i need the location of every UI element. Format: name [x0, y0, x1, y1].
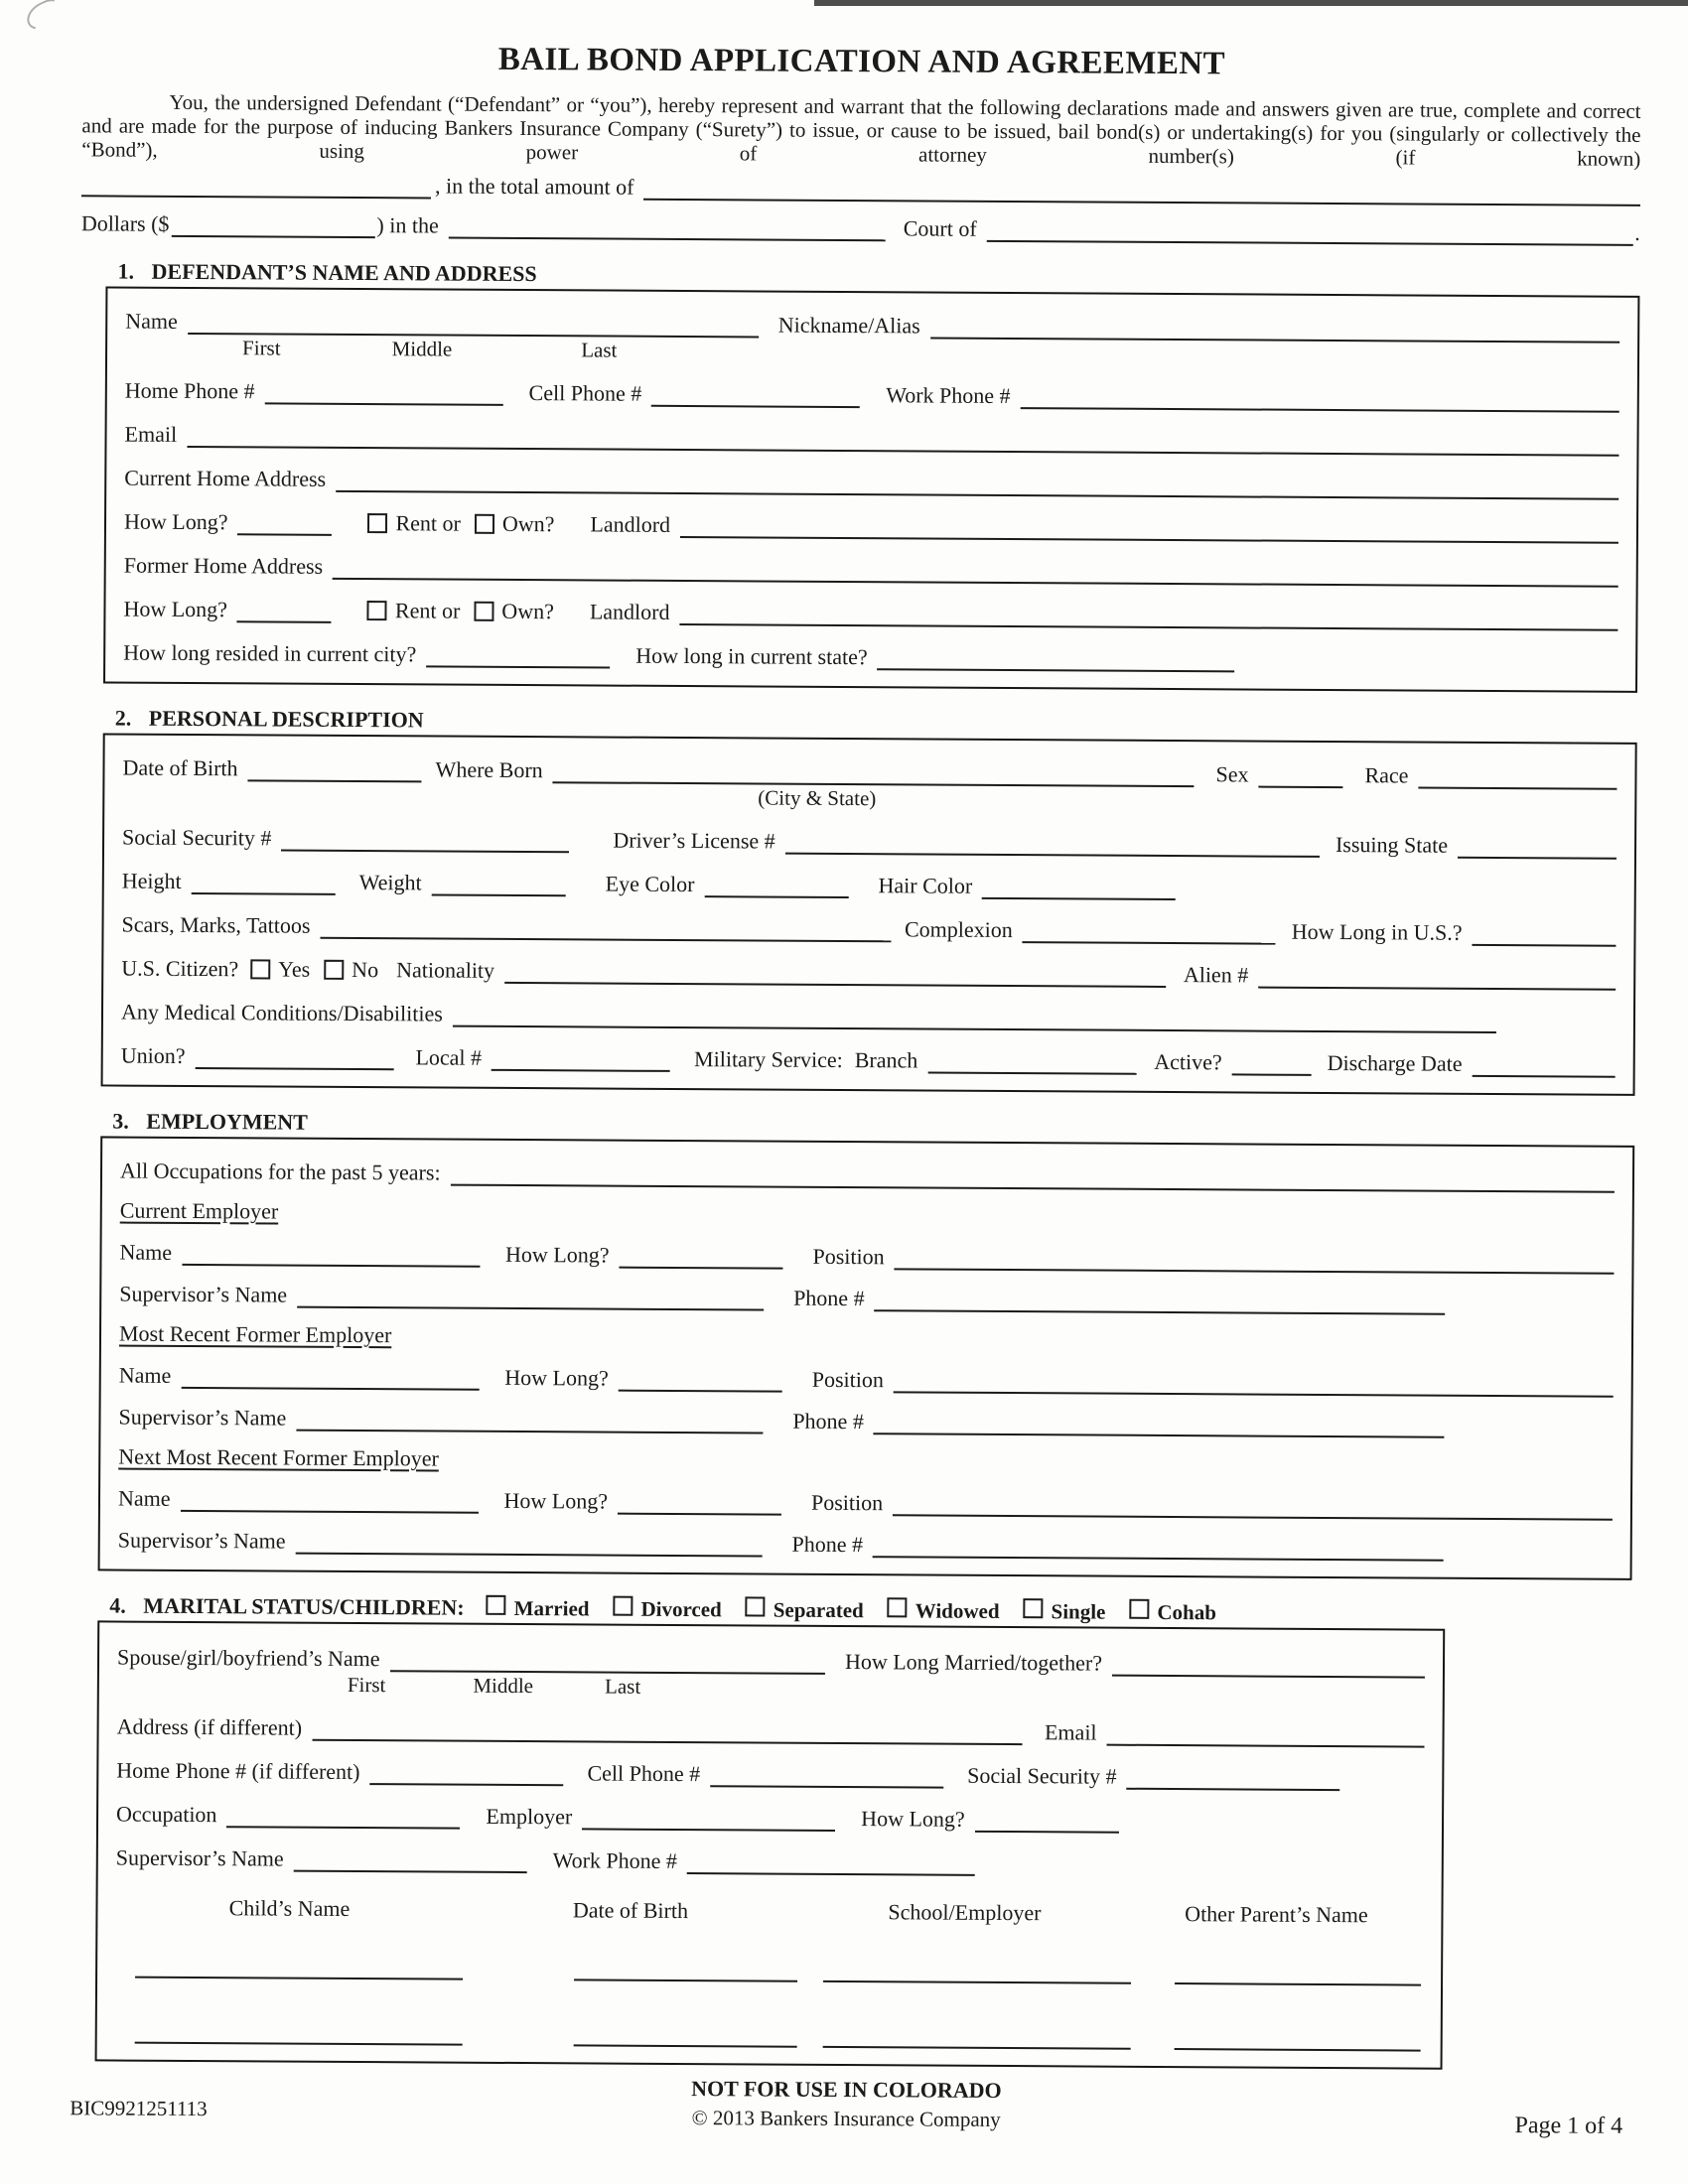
home-phone-label: Home Phone # [124, 377, 255, 404]
page-title: BAIL BOND APPLICATION AND AGREEMENT [497, 41, 1226, 82]
separated-checkbox[interactable] [746, 1596, 766, 1616]
citizen-no-label: No [352, 956, 379, 983]
child-school-header: School/Employer [888, 1899, 1042, 1926]
rent-label: Rent or [395, 510, 461, 536]
former-own-checkbox[interactable] [474, 602, 493, 621]
divorced-label: Divorced [640, 1596, 722, 1622]
spouse-supervisor-label: Supervisor’s Name [115, 1844, 284, 1871]
how-long-us-line[interactable] [1472, 920, 1616, 947]
employer2-name-label: Name [118, 1362, 172, 1388]
current-employer-heading: Current Employer [119, 1197, 279, 1224]
former-how-long-label: How Long? [123, 596, 228, 622]
how-long-label: How Long? [123, 508, 228, 535]
spouse-address-row [117, 1712, 1425, 1748]
married-checkbox[interactable] [487, 1595, 506, 1615]
form-code: BIC9921251113 [70, 2096, 208, 2121]
first-sublabel: First [242, 336, 281, 360]
spouse-email-label: Email [1044, 1719, 1097, 1745]
resided-city-label: How long resided in current city? [123, 639, 417, 667]
former-rent-checkbox[interactable] [367, 601, 387, 620]
hair-color-line[interactable] [982, 874, 1176, 900]
employer3-supervisor-row [118, 1526, 1613, 1563]
local-number-line[interactable] [492, 1045, 670, 1072]
power-of-attorney-row [81, 169, 1640, 206]
occupations-label: All Occupations for the past 5 years: [119, 1158, 441, 1185]
married-label: Married [513, 1595, 590, 1621]
other-parent-header: Other Parent’s Name [1185, 1901, 1368, 1928]
child1-name-line[interactable] [135, 1949, 463, 1980]
employer3-name-row [118, 1484, 1613, 1521]
dollars-close-label: ) in the [376, 212, 439, 238]
child-row-1 [115, 1949, 1423, 1986]
current-howlong-row [124, 507, 1618, 544]
employer1-name-row [119, 1238, 1614, 1275]
work-phone-line[interactable] [1021, 383, 1619, 413]
cell-phone-line[interactable] [651, 381, 860, 408]
intro-paragraph: You, the undersigned Defendant (“Defendant” or “you”), hereby represent and warrant that the following declarations made and answers given are true, complete and correct and are made for the purpose of inducing Bankers Insurance Company (“Surety”) to issue, or cause to be issued, bail bond(s) or undertaking(s) for you (singularly or collectively the “Bond”), using power of attorney number(s) (if known) [81, 89, 1641, 171]
court-of-label: Court of [903, 215, 977, 241]
section1-title: DEFENDANT’S NAME AND ADDRESS [151, 258, 537, 287]
next-former-employer-heading: Next Most Recent Former Employer [118, 1443, 439, 1471]
former-landlord-line[interactable] [679, 600, 1618, 631]
sex-line[interactable] [1258, 762, 1342, 789]
spouse-home-phone-line[interactable] [369, 1759, 563, 1786]
ssn-label: Social Security # [122, 824, 272, 851]
spouse-label: Spouse/girl/boyfriend’s Name [116, 1644, 380, 1672]
alien-number-line[interactable] [1258, 963, 1616, 991]
active-line[interactable] [1232, 1049, 1312, 1075]
spouse-occupation-line[interactable] [226, 1802, 460, 1829]
current-landlord-line[interactable] [680, 512, 1618, 544]
spouse-home-phone-label: Home Phone # (if different) [116, 1757, 360, 1785]
spouse-supervisor-row [116, 1843, 1424, 1879]
discharge-date-line[interactable] [1472, 1051, 1615, 1078]
name-label: Name [125, 308, 178, 334]
local-label: Local # [415, 1044, 483, 1070]
total-amount-line[interactable] [643, 175, 1640, 206]
dollars-amount-line[interactable] [171, 211, 374, 238]
employer1-phone-label: Phone # [793, 1285, 865, 1311]
spouse-work-phone-label: Work Phone # [552, 1847, 678, 1873]
sentence-period: . [1634, 219, 1640, 245]
scars-line[interactable] [320, 913, 891, 943]
current-address-line[interactable] [336, 467, 1618, 500]
section1-box [103, 286, 1639, 692]
employer3-phone-line[interactable] [873, 1532, 1444, 1562]
dollars-court-row [81, 208, 1640, 246]
page-number: Page 1 of 4 [1514, 2113, 1623, 2139]
employer1-supervisor-row [119, 1280, 1614, 1316]
former-landlord-label: Landlord [589, 599, 670, 624]
union-label: Union? [120, 1042, 186, 1068]
employer3-supervisor-label: Supervisor’s Name [117, 1527, 286, 1554]
employer2-position-label: Position [811, 1366, 884, 1393]
residency-row [123, 638, 1618, 675]
discharge-label: Discharge Date [1327, 1049, 1463, 1076]
child-dob-header: Date of Birth [572, 1897, 689, 1924]
own-label: Own? [501, 510, 555, 537]
former-how-long-line[interactable] [237, 597, 332, 623]
employer3-name-label: Name [117, 1485, 171, 1511]
page-footer [70, 2072, 1622, 2140]
military-service-label: Military Service: [694, 1046, 843, 1072]
spouse-address-line[interactable] [312, 1715, 1023, 1745]
spouse-how-long-label: How Long? [861, 1806, 965, 1832]
nickname-line[interactable] [930, 314, 1620, 343]
employer1-supervisor-label: Supervisor’s Name [119, 1281, 288, 1307]
total-amount-connector: , in the total amount of [435, 173, 634, 200]
section1-number: 1. [117, 258, 135, 284]
employer2-how-long-label: How Long? [504, 1364, 609, 1391]
employer1-how-long-label: How Long? [504, 1241, 610, 1268]
section2-box [101, 733, 1637, 1095]
employer1-position-label: Position [812, 1243, 885, 1270]
child1-dob-line[interactable] [574, 1951, 797, 1981]
medical-line[interactable] [453, 1002, 1496, 1033]
employer3-position-label: Position [810, 1489, 884, 1516]
union-line[interactable] [195, 1043, 393, 1070]
hair-color-label: Hair Color [878, 873, 973, 898]
citizen-yes-checkbox[interactable] [250, 959, 270, 979]
rent-checkbox[interactable] [367, 513, 387, 533]
employer1-how-long-line[interactable] [619, 1243, 782, 1270]
scan-artifact-top-edge [814, 0, 1688, 6]
height-label: Height [121, 868, 182, 893]
spouse-employer-line[interactable] [582, 1804, 835, 1832]
employer2-supervisor-row [118, 1403, 1613, 1439]
employer1-phone-line[interactable] [875, 1286, 1446, 1315]
phones-row [125, 376, 1619, 413]
employer2-position-line[interactable] [894, 1367, 1614, 1397]
weight-line[interactable] [432, 870, 566, 896]
scan-artifact-pen-mark [22, 0, 67, 35]
current-address-row [124, 464, 1618, 500]
employer2-name-line[interactable] [181, 1363, 479, 1391]
employer2-phone-line[interactable] [874, 1409, 1445, 1438]
medical-row [121, 998, 1616, 1034]
child2-other-parent-line[interactable] [1175, 2020, 1421, 2052]
nationality-label: Nationality [396, 957, 495, 983]
alien-label: Alien # [1183, 962, 1249, 988]
dob-line[interactable] [248, 755, 422, 782]
section3-title: EMPLOYMENT [146, 1108, 308, 1135]
married-how-long-line[interactable] [1112, 1651, 1425, 1679]
court-line[interactable] [987, 216, 1633, 246]
home-phone-line[interactable] [265, 378, 503, 405]
how-long-us-label: How Long in U.S.? [1291, 918, 1463, 945]
eye-color-line[interactable] [704, 872, 848, 898]
resided-city-line[interactable] [426, 641, 610, 668]
work-phone-label: Work Phone # [886, 382, 1011, 409]
last-sublabel: Last [581, 338, 618, 362]
email-line[interactable] [187, 422, 1619, 457]
defendant-name-line[interactable] [188, 309, 759, 339]
employer1-name-line[interactable] [182, 1240, 480, 1268]
employer2-phone-label: Phone # [792, 1408, 864, 1434]
drivers-license-line[interactable] [785, 829, 1320, 858]
physical-row [122, 867, 1617, 903]
spouse-occupation-row [116, 1800, 1424, 1836]
ssn-row [122, 823, 1617, 860]
section3-number: 3. [112, 1108, 129, 1134]
height-line[interactable] [192, 869, 336, 895]
section4-title: MARITAL STATUS/CHILDREN: [143, 1592, 465, 1620]
eye-color-label: Eye Color [605, 871, 695, 897]
spouse-middle-sublabel: Middle [473, 1673, 534, 1699]
complexion-line[interactable] [1023, 917, 1276, 945]
separated-label: Separated [773, 1597, 864, 1623]
spouse-cell-phone-label: Cell Phone # [587, 1760, 701, 1787]
former-address-line[interactable] [333, 554, 1618, 588]
spouse-how-long-line[interactable] [975, 1807, 1119, 1834]
resided-state-line[interactable] [878, 644, 1235, 672]
employer3-supervisor-line[interactable] [296, 1529, 763, 1558]
where-born-line[interactable] [553, 757, 1195, 787]
spouse-work-phone-line[interactable] [687, 1848, 975, 1876]
race-line[interactable] [1418, 763, 1617, 790]
dob-label: Date of Birth [122, 754, 238, 781]
spouse-email-line[interactable] [1107, 1720, 1425, 1748]
cohab-checkbox[interactable] [1129, 1599, 1149, 1619]
section3-box [98, 1136, 1635, 1579]
race-label: Race [1364, 762, 1409, 788]
complexion-label: Complexion [904, 916, 1013, 943]
spouse-occupation-label: Occupation [115, 1801, 217, 1828]
employer1-position-line[interactable] [895, 1244, 1615, 1274]
spouse-ssn-line[interactable] [1126, 1764, 1339, 1791]
citizen-label: U.S. Citizen? [121, 955, 239, 982]
spouse-phones-row [116, 1756, 1424, 1792]
citizen-yes-label: Yes [278, 956, 311, 982]
medical-label: Any Medical Conditions/Disabilities [120, 999, 443, 1026]
nickname-label: Nickname/Alias [777, 312, 920, 339]
employer2-name-row [119, 1361, 1614, 1398]
scars-row [121, 910, 1616, 947]
email-label: Email [124, 421, 178, 447]
occupations-line[interactable] [451, 1160, 1616, 1193]
copyright-line: © 2013 Bankers Insurance Company [691, 2106, 1001, 2131]
landlord-label: Landlord [590, 511, 671, 537]
child-row-2 [115, 2014, 1423, 2052]
former-rent-label: Rent or [394, 598, 461, 623]
branch-label: Branch [854, 1047, 918, 1073]
child2-school-line[interactable] [823, 2018, 1131, 2050]
active-label: Active? [1154, 1048, 1222, 1075]
footer-center [387, 2074, 1305, 2134]
union-military-row [121, 1041, 1616, 1078]
where-born-label: Where Born [435, 756, 543, 783]
employer2-how-long-line[interactable] [619, 1366, 782, 1393]
employer1-name-label: Name [119, 1239, 173, 1265]
single-label: Single [1051, 1599, 1106, 1624]
spouse-employer-label: Employer [486, 1803, 573, 1830]
child1-other-parent-line[interactable] [1175, 1955, 1421, 1986]
occupations-row [120, 1157, 1615, 1193]
power-of-attorney-number-line[interactable] [81, 171, 431, 199]
recent-former-employer-heading: Most Recent Former Employer [118, 1320, 392, 1348]
issuing-state-label: Issuing State [1335, 832, 1449, 858]
widowed-checkbox[interactable] [888, 1597, 908, 1617]
spouse-ssn-label: Social Security # [967, 1762, 1117, 1789]
spouse-last-sublabel: Last [604, 1674, 641, 1699]
dollars-open-label: Dollars ($ [80, 210, 170, 236]
children-table-header [115, 1895, 1423, 1931]
branch-line[interactable] [927, 1048, 1136, 1075]
employer3-name-line[interactable] [180, 1486, 478, 1514]
former-address-row [124, 551, 1618, 588]
married-how-long-label: How Long Married/together? [844, 1649, 1103, 1676]
middle-sublabel: Middle [391, 337, 453, 361]
current-how-long-line[interactable] [237, 509, 332, 536]
nationality-line[interactable] [504, 958, 1166, 988]
section4-number: 4. [109, 1592, 126, 1618]
employer3-how-long-line[interactable] [618, 1489, 781, 1516]
employer2-supervisor-label: Supervisor’s Name [118, 1404, 287, 1431]
email-row [124, 420, 1618, 457]
child2-name-line[interactable] [135, 2014, 463, 2046]
section2-number: 2. [114, 705, 132, 731]
court-name-line[interactable] [449, 213, 886, 242]
spouse-name-line[interactable] [390, 1646, 826, 1675]
child1-school-line[interactable] [823, 1953, 1131, 1984]
child2-dob-line[interactable] [574, 2016, 797, 2047]
former-howlong-row [123, 595, 1618, 631]
city-state-note: (City & State) [758, 785, 877, 811]
single-checkbox[interactable] [1024, 1598, 1044, 1618]
employer2-supervisor-line[interactable] [296, 1406, 763, 1434]
former-own-label: Own? [501, 598, 554, 624]
current-address-label: Current Home Address [124, 465, 327, 491]
employer1-supervisor-line[interactable] [297, 1283, 764, 1311]
ssn-line[interactable] [281, 826, 569, 854]
divorced-checkbox[interactable] [613, 1596, 633, 1616]
colorado-notice: NOT FOR USE IN COLORADO [691, 2076, 1002, 2103]
spouse-supervisor-line[interactable] [294, 1846, 527, 1873]
employer3-how-long-label: How Long? [503, 1487, 609, 1514]
scars-label: Scars, Marks, Tattoos [121, 911, 311, 938]
own-checkbox[interactable] [475, 514, 494, 534]
citizen-no-checkbox[interactable] [324, 960, 344, 980]
resided-state-label: How long in current state? [635, 642, 868, 670]
spouse-first-sublabel: First [347, 1672, 386, 1698]
citizen-row [121, 954, 1616, 991]
sex-label: Sex [1215, 761, 1249, 787]
widowed-label: Widowed [914, 1598, 1000, 1623]
drivers-license-label: Driver’s License # [613, 827, 775, 854]
former-address-label: Former Home Address [123, 552, 324, 579]
cell-phone-label: Cell Phone # [528, 380, 642, 406]
cohab-label: Cohab [1157, 1599, 1217, 1625]
weight-label: Weight [358, 870, 422, 895]
employer3-position-line[interactable] [893, 1490, 1613, 1520]
employer3-phone-label: Phone # [791, 1531, 864, 1558]
child-name-header: Child’s Name [228, 1895, 351, 1921]
spouse-cell-phone-line[interactable] [710, 1761, 943, 1788]
issuing-state-line[interactable] [1458, 833, 1617, 860]
section4-box [95, 1620, 1446, 2069]
section2-title: PERSONAL DESCRIPTION [148, 705, 424, 733]
spouse-address-label: Address (if different) [116, 1713, 303, 1740]
